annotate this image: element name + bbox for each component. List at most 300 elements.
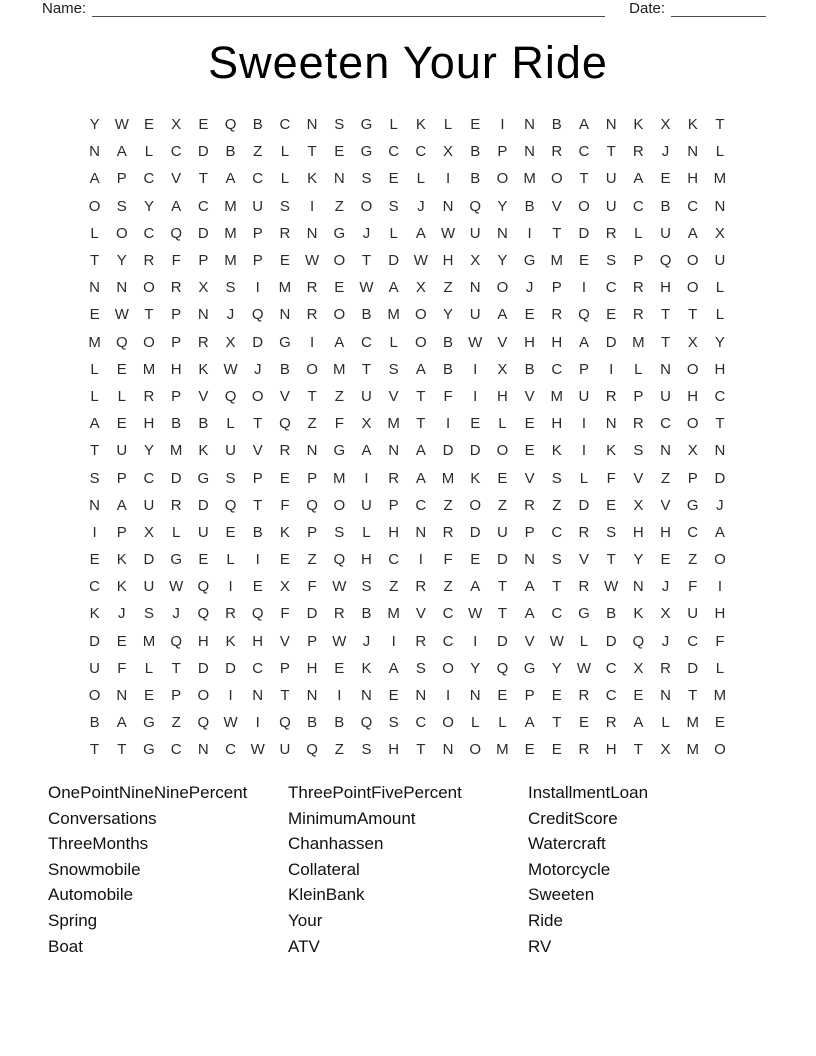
- grid-letter: N: [632, 578, 644, 596]
- grid-letter: N: [252, 687, 264, 705]
- grid-letter: Z: [334, 387, 344, 405]
- grid-letter: M: [496, 741, 509, 759]
- grid-letter: D: [143, 551, 155, 569]
- grid-letter: O: [686, 360, 699, 378]
- grid-letter: V: [524, 387, 535, 405]
- grid-letter: H: [660, 279, 671, 297]
- grid-letter: I: [228, 578, 233, 596]
- grid-letter: R: [605, 387, 617, 405]
- grid-letter: U: [605, 170, 617, 188]
- grid-letter: L: [144, 659, 154, 677]
- grid-letter: Q: [197, 714, 210, 732]
- grid-letter: K: [198, 442, 209, 460]
- grid-letter: A: [334, 333, 345, 351]
- grid-letter: I: [609, 360, 614, 378]
- grid-letter: M: [224, 197, 237, 215]
- grid-letter: O: [442, 659, 454, 677]
- grid-letter: C: [415, 496, 427, 514]
- grid-letter: C: [279, 116, 291, 134]
- grid-letter: E: [334, 279, 345, 297]
- grid-letter: U: [660, 224, 671, 242]
- grid-letter: A: [415, 224, 426, 242]
- grid-letter: P: [252, 252, 263, 270]
- grid-letter: X: [171, 116, 182, 134]
- grid-letter: U: [143, 578, 155, 596]
- grid-letter: J: [661, 632, 670, 650]
- grid-letter: A: [524, 578, 535, 596]
- grid-letter: G: [170, 551, 182, 569]
- grid-letter: T: [416, 387, 426, 405]
- grid-letter: D: [496, 632, 508, 650]
- grid-letter: C: [388, 551, 400, 569]
- grid-letter: X: [633, 496, 644, 514]
- grid-letter: T: [579, 170, 589, 188]
- grid-letter: W: [114, 116, 129, 134]
- grid-letter: O: [333, 496, 346, 514]
- grid-letter: P: [633, 252, 644, 270]
- grid-letter: P: [252, 469, 263, 487]
- grid-letter: I: [92, 523, 97, 541]
- grid-letter: D: [605, 632, 617, 650]
- grid-letter: I: [473, 632, 478, 650]
- grid-letter: N: [306, 224, 318, 242]
- grid-letter: P: [116, 469, 127, 487]
- grid-letter: N: [197, 741, 209, 759]
- grid-letter: C: [170, 741, 182, 759]
- grid-letter: D: [687, 659, 699, 677]
- grid-letter: D: [252, 333, 264, 351]
- grid-letter: B: [361, 605, 372, 623]
- grid-letter: S: [551, 551, 562, 569]
- grid-letter: U: [605, 197, 617, 215]
- grid-letter: P: [687, 469, 698, 487]
- grid-letter: T: [552, 224, 562, 242]
- grid-letter: D: [578, 224, 590, 242]
- word-list-item: Your: [288, 910, 323, 930]
- grid-letter: P: [307, 469, 318, 487]
- grid-letter: N: [306, 442, 318, 460]
- grid-letter: Z: [497, 496, 507, 514]
- grid-letter: R: [170, 279, 182, 297]
- grid-letter: B: [470, 170, 481, 188]
- grid-letter: R: [306, 306, 318, 324]
- grid-letter: M: [333, 469, 346, 487]
- grid-letter: A: [687, 224, 698, 242]
- grid-letter: I: [500, 116, 505, 134]
- grid-letter: C: [605, 279, 617, 297]
- grid-letter: Z: [389, 578, 399, 596]
- grid-letter: N: [415, 687, 427, 705]
- grid-letter: W: [468, 333, 483, 351]
- grid-letter: P: [524, 523, 535, 541]
- grid-letter: L: [498, 714, 507, 732]
- grid-letter: F: [334, 415, 344, 433]
- grid-letter: E: [497, 469, 508, 487]
- grid-letter: C: [605, 659, 617, 677]
- grid-letter: P: [633, 387, 644, 405]
- grid-letter: K: [606, 442, 617, 460]
- grid-letter: U: [143, 496, 155, 514]
- grid-letter: P: [578, 360, 589, 378]
- grid-letter: T: [90, 442, 100, 460]
- grid-letter: F: [117, 659, 127, 677]
- grid-letter: D: [605, 333, 617, 351]
- grid-letter: A: [578, 116, 589, 134]
- grid-letter: I: [418, 551, 423, 569]
- grid-letter: I: [228, 687, 233, 705]
- grid-letter: H: [687, 170, 699, 188]
- grid-letter: W: [549, 632, 564, 650]
- grid-letter: O: [415, 306, 427, 324]
- grid-letter: H: [524, 333, 536, 351]
- grid-letter: L: [579, 632, 589, 650]
- grid-letter: T: [633, 741, 643, 759]
- grid-letter: Q: [279, 415, 291, 433]
- word-column-3: [528, 780, 768, 959]
- grid-letter: P: [116, 523, 127, 541]
- grid-letter: E: [116, 632, 127, 650]
- grid-letter: H: [551, 333, 563, 351]
- grid-letter: H: [170, 360, 182, 378]
- name-label: Name:: [42, 0, 87, 17]
- grid-letter: I: [473, 387, 478, 405]
- grid-letter: O: [143, 333, 155, 351]
- grid-letter: H: [306, 659, 318, 677]
- grid-letter: T: [552, 714, 562, 732]
- grid-letter: C: [551, 605, 563, 623]
- grid-letter: G: [523, 659, 536, 677]
- grid-letter: K: [551, 442, 562, 460]
- grid-letter: J: [253, 360, 262, 378]
- grid-letter: G: [333, 442, 346, 460]
- grid-letter: S: [143, 605, 154, 623]
- grid-letter: V: [252, 442, 263, 460]
- grid-letter: Q: [197, 605, 210, 623]
- grid-letter: T: [90, 741, 100, 759]
- grid-letter: A: [361, 442, 372, 460]
- grid-letter: E: [470, 551, 481, 569]
- grid-letter: A: [89, 415, 100, 433]
- grid-letter: Q: [251, 306, 264, 324]
- grid-letter: L: [280, 170, 290, 188]
- grid-letter: O: [469, 496, 482, 514]
- grid-letter: E: [279, 551, 290, 569]
- grid-letter: Y: [143, 442, 154, 460]
- grid-letter: C: [632, 197, 644, 215]
- grid-letter: N: [660, 442, 671, 460]
- grid-letter: A: [415, 469, 426, 487]
- grid-letter: E: [714, 714, 725, 732]
- grid-letter: E: [252, 578, 263, 596]
- grid-letter: A: [388, 659, 399, 677]
- word-list-item: Chanhassen: [288, 834, 384, 854]
- grid-letter: J: [661, 143, 670, 161]
- grid-letter: V: [633, 469, 644, 487]
- grid-letter: Q: [360, 714, 373, 732]
- grid-letter: K: [633, 116, 644, 134]
- grid-letter: U: [116, 442, 128, 460]
- grid-letter: U: [89, 659, 101, 677]
- grid-letter: K: [116, 578, 127, 596]
- grid-letter: E: [606, 496, 617, 514]
- grid-letter: E: [551, 741, 562, 759]
- grid-letter: F: [688, 578, 698, 596]
- grid-letter: S: [334, 523, 345, 541]
- grid-letter: Q: [170, 224, 182, 242]
- grid-letter: R: [170, 496, 182, 514]
- grid-letter: G: [143, 741, 155, 759]
- grid-letter: C: [143, 224, 155, 242]
- grid-letter: N: [89, 496, 101, 514]
- grid-letter: M: [686, 741, 699, 759]
- grid-letter: B: [443, 360, 454, 378]
- grid-letter: I: [445, 687, 451, 705]
- grid-letter: A: [89, 170, 100, 188]
- grid-letter: C: [578, 143, 590, 161]
- grid-letter: X: [279, 578, 290, 596]
- word-list-item: KleinBank: [288, 885, 365, 905]
- grid-letter: R: [632, 279, 644, 297]
- grid-letter: O: [714, 551, 726, 569]
- grid-letter: O: [251, 387, 264, 405]
- grid-letter: Y: [633, 551, 644, 569]
- grid-letter: X: [497, 360, 508, 378]
- grid-letter: E: [470, 415, 481, 433]
- grid-letter: K: [470, 469, 481, 487]
- grid-letter: H: [714, 605, 726, 623]
- grid-letter: R: [306, 279, 318, 297]
- grid-letter: X: [143, 523, 154, 541]
- grid-letter: B: [225, 143, 236, 161]
- grid-letter: M: [387, 306, 400, 324]
- grid-letter: N: [306, 687, 318, 705]
- grid-letter: R: [279, 442, 291, 460]
- word-list-item: Spring: [48, 910, 98, 930]
- grid-letter: G: [197, 469, 210, 487]
- grid-letter: A: [116, 143, 127, 161]
- grid-letter: B: [198, 415, 209, 433]
- grid-letter: K: [687, 116, 698, 134]
- grid-letter: K: [361, 659, 372, 677]
- grid-letter: E: [388, 687, 399, 705]
- grid-letter: G: [523, 252, 536, 270]
- grid-letter: L: [90, 224, 99, 242]
- grid-letter: M: [224, 224, 237, 242]
- grid-letter: S: [606, 523, 617, 541]
- grid-letter: W: [604, 578, 619, 596]
- grid-letter: L: [362, 523, 371, 541]
- grid-letter: Z: [443, 578, 453, 596]
- grid-letter: E: [225, 523, 236, 541]
- grid-letter: U: [578, 387, 590, 405]
- grid-letter: N: [660, 687, 671, 705]
- grid-letter: P: [198, 252, 209, 270]
- grid-letter: S: [279, 197, 290, 215]
- grid-letter: A: [415, 360, 426, 378]
- grid-letter: O: [333, 306, 346, 324]
- grid-letter: E: [660, 170, 671, 188]
- grid-letter: S: [633, 442, 644, 460]
- grid-letter: Q: [333, 551, 346, 569]
- grid-letter: C: [415, 143, 427, 161]
- grid-letter: P: [307, 632, 318, 650]
- grid-letter: S: [388, 360, 399, 378]
- grid-letter: T: [117, 741, 127, 759]
- grid-letter: C: [225, 741, 236, 759]
- grid-letter: H: [252, 632, 264, 650]
- grid-letter: Z: [443, 496, 453, 514]
- grid-letter: Q: [224, 496, 237, 514]
- grid-letter: T: [90, 252, 100, 270]
- grid-letter: Z: [307, 551, 317, 569]
- grid-letter: N: [388, 442, 400, 460]
- grid-letter: O: [686, 279, 699, 297]
- grid-letter: E: [89, 551, 100, 569]
- grid-letter: T: [171, 659, 181, 677]
- grid-letter: M: [523, 170, 536, 188]
- grid-letter: F: [606, 469, 616, 487]
- grid-letter: K: [415, 116, 426, 134]
- grid-letter: V: [198, 387, 209, 405]
- grid-letter: B: [89, 714, 100, 732]
- grid-letter: Z: [552, 496, 562, 514]
- grid-letter: U: [225, 442, 236, 460]
- grid-letter: M: [88, 333, 101, 351]
- grid-letter: Q: [469, 197, 482, 215]
- grid-letter: F: [715, 632, 725, 650]
- grid-letter: I: [581, 279, 587, 297]
- grid-letter: Y: [497, 252, 508, 270]
- grid-letter: H: [714, 360, 726, 378]
- grid-letter: R: [415, 632, 427, 650]
- grid-letter: B: [334, 714, 345, 732]
- grid-letter: T: [307, 143, 317, 161]
- grid-letter: Q: [251, 605, 264, 623]
- grid-letter: O: [360, 197, 373, 215]
- grid-letter: J: [172, 605, 180, 623]
- word-list-item: Conversations: [48, 808, 157, 828]
- grid-letter: Y: [116, 252, 127, 270]
- grid-letter: C: [605, 687, 617, 705]
- grid-letter: P: [171, 306, 182, 324]
- grid-letter: R: [632, 143, 644, 161]
- grid-letter: T: [144, 306, 154, 324]
- grid-letter: H: [361, 551, 372, 569]
- grid-letter: I: [391, 632, 396, 650]
- grid-letter: R: [605, 714, 617, 732]
- grid-letter: O: [686, 415, 699, 433]
- word-list-item: Collateral: [288, 859, 360, 879]
- grid-letter: H: [388, 741, 400, 759]
- grid-letter: J: [417, 197, 425, 215]
- grid-letter: O: [714, 741, 726, 759]
- grid-letter: Z: [171, 714, 181, 732]
- grid-letter: E: [279, 252, 290, 270]
- grid-letter: K: [633, 605, 644, 623]
- grid-letter: X: [660, 605, 671, 623]
- grid-letter: H: [660, 523, 671, 541]
- grid-letter: J: [226, 306, 235, 324]
- grid-letter: M: [142, 632, 156, 650]
- grid-letter: D: [225, 659, 236, 677]
- grid-letter: R: [632, 306, 644, 324]
- grid-letter: P: [279, 659, 290, 677]
- grid-letter: C: [551, 360, 563, 378]
- grid-letter: H: [442, 252, 454, 270]
- grid-letter: H: [143, 415, 155, 433]
- grid-letter: E: [334, 659, 345, 677]
- grid-letter: C: [687, 197, 699, 215]
- grid-letter: I: [255, 279, 260, 297]
- grid-letter: O: [686, 252, 699, 270]
- word-column-2: [288, 780, 528, 959]
- grid-letter: B: [361, 306, 372, 324]
- grid-letter: S: [334, 116, 345, 134]
- grid-letter: W: [332, 578, 347, 596]
- grid-letter: R: [279, 224, 291, 242]
- grid-letter: W: [576, 659, 592, 677]
- grid-letter: L: [280, 143, 290, 161]
- grid-letter: H: [388, 523, 400, 541]
- grid-letter: E: [198, 116, 209, 134]
- grid-letter: V: [524, 632, 535, 650]
- grid-letter: U: [469, 224, 481, 242]
- grid-letter: M: [142, 360, 156, 378]
- grid-letter: I: [717, 578, 722, 596]
- grid-letter: N: [496, 224, 508, 242]
- grid-letter: D: [197, 224, 209, 242]
- grid-letter: P: [551, 279, 562, 297]
- grid-letter: I: [445, 170, 451, 188]
- grid-letter: N: [197, 306, 209, 324]
- grid-letter: U: [496, 523, 508, 541]
- grid-letter: V: [415, 605, 426, 623]
- grid-letter: R: [388, 469, 400, 487]
- grid-letter: C: [442, 605, 454, 623]
- grid-letter: R: [225, 605, 236, 623]
- grid-letter: Y: [497, 197, 508, 215]
- grid-letter: L: [389, 116, 398, 134]
- word-list-item: Ride: [528, 910, 563, 930]
- grid-letter: T: [606, 551, 616, 569]
- grid-letter: M: [713, 687, 727, 705]
- grid-letter: Q: [306, 741, 318, 759]
- grid-letter: X: [361, 415, 372, 433]
- grid-letter: M: [333, 360, 346, 378]
- grid-letter: B: [551, 116, 562, 134]
- grid-letter: N: [116, 279, 128, 297]
- grid-letter: S: [415, 659, 426, 677]
- grid-letter: H: [605, 741, 617, 759]
- grid-letter: A: [116, 496, 127, 514]
- grid-letter: C: [687, 523, 699, 541]
- grid-letter: R: [660, 659, 671, 677]
- grid-letter: E: [143, 116, 154, 134]
- grid-letter: Z: [334, 197, 344, 215]
- grid-letter: W: [223, 360, 238, 378]
- grid-letter: V: [279, 387, 290, 405]
- grid-letter: H: [632, 523, 644, 541]
- grid-letter: T: [688, 306, 698, 324]
- grid-letter: U: [714, 252, 726, 270]
- grid-letter: M: [278, 279, 292, 297]
- grid-letter: T: [660, 306, 671, 324]
- grid-letter: J: [716, 496, 724, 514]
- grid-letter: N: [524, 143, 536, 161]
- grid-letter: I: [527, 224, 532, 242]
- grid-letter: U: [361, 496, 372, 514]
- grid-letter: I: [310, 333, 315, 351]
